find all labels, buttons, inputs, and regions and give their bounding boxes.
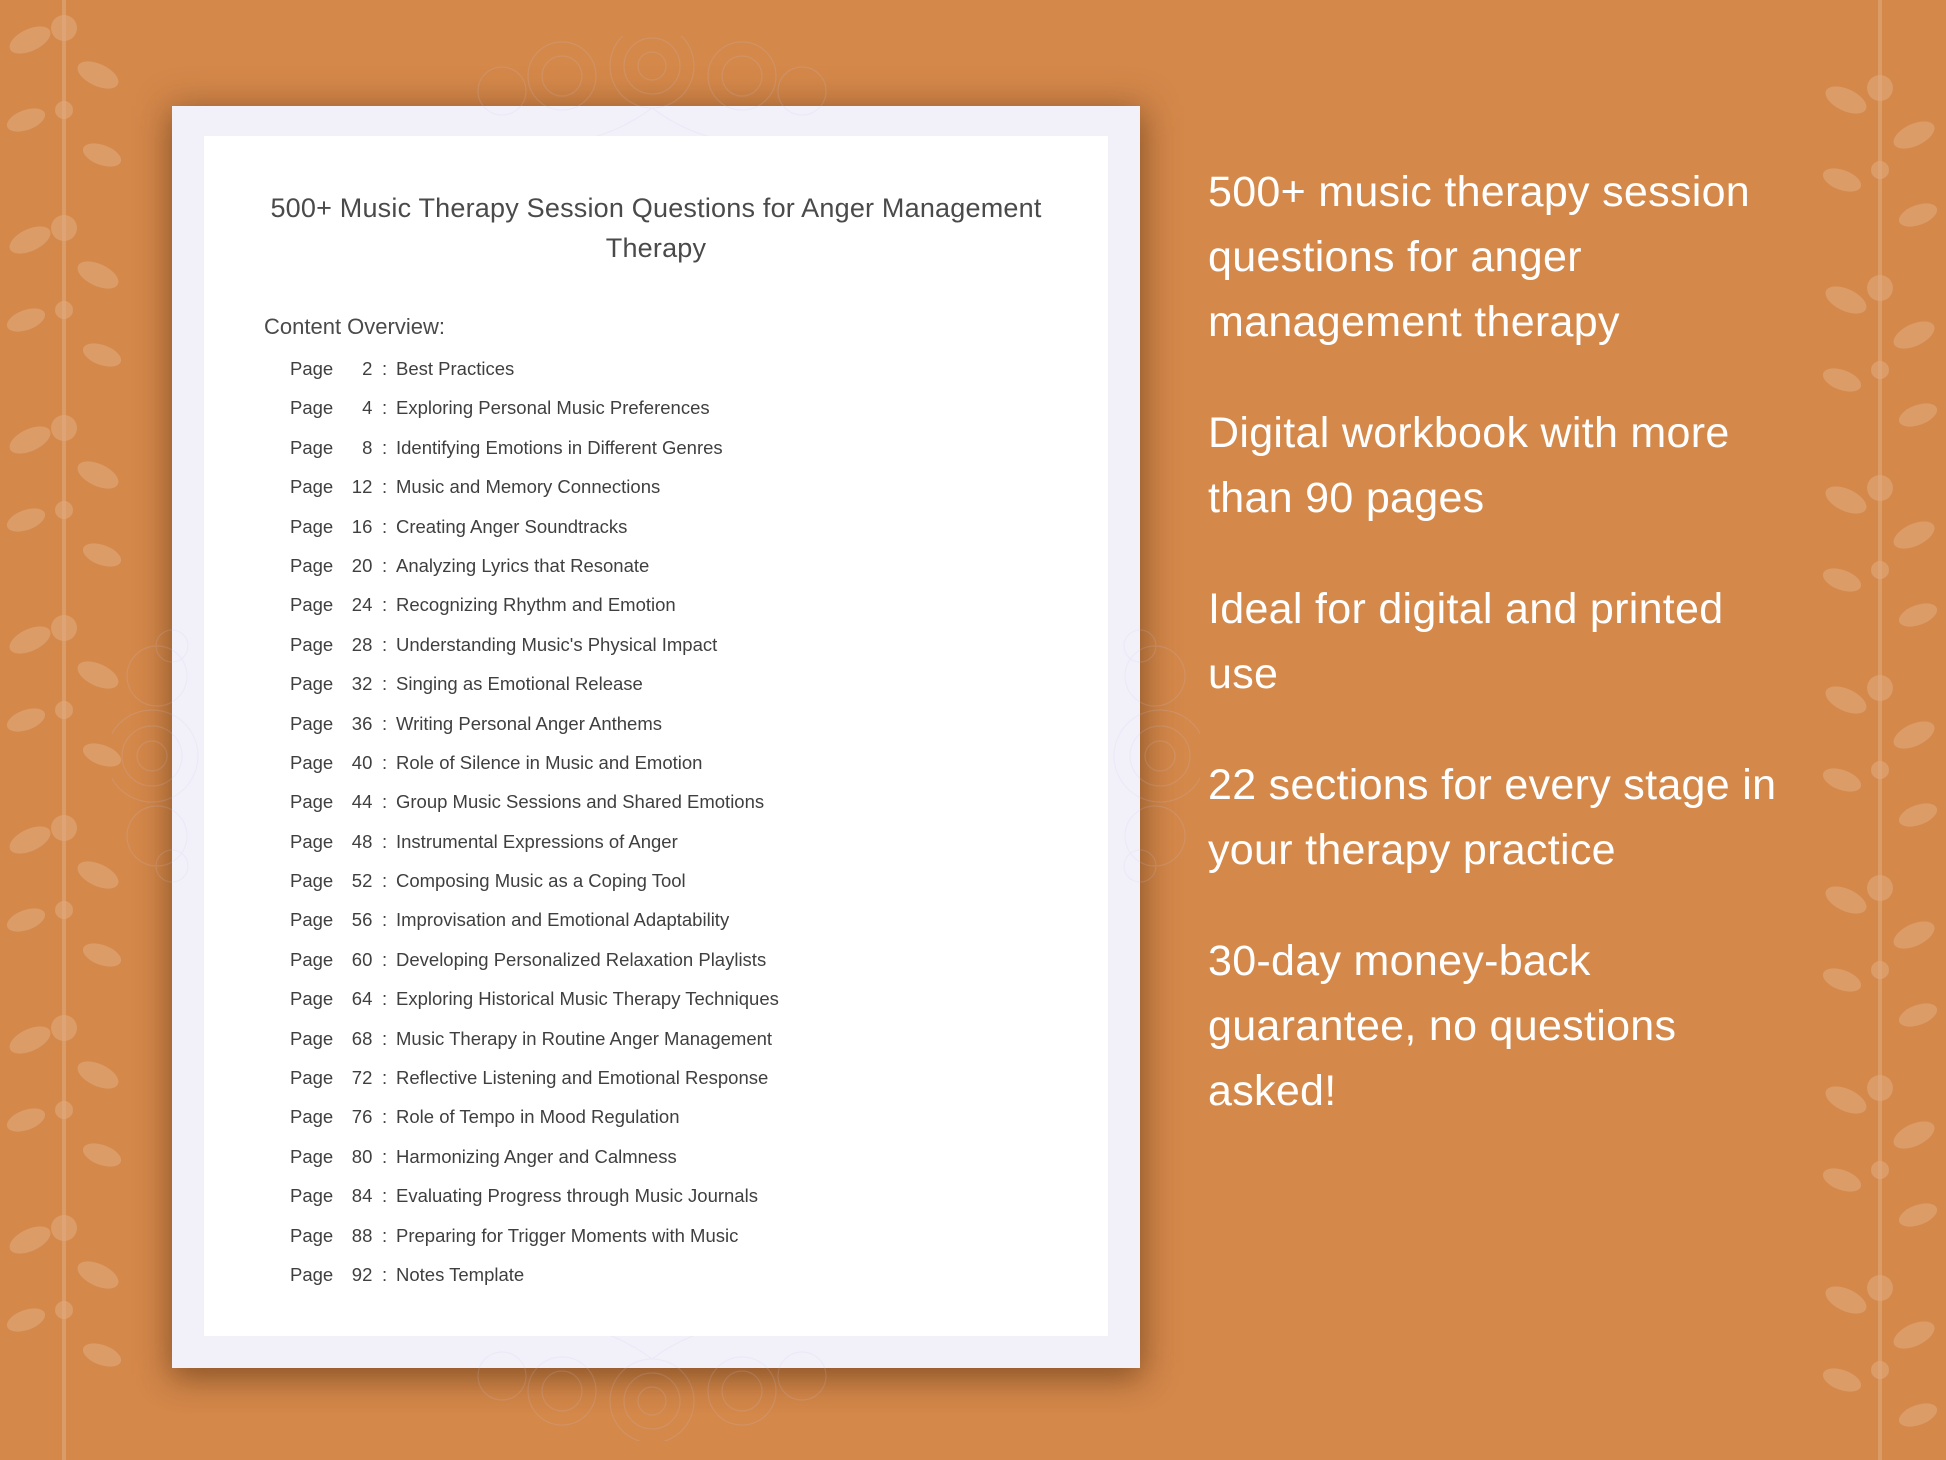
toc-entry-title: Identifying Emotions in Different Genres <box>396 436 723 458</box>
toc-row <box>290 437 1090 476</box>
toc-page-number: Page 16 <box>290 515 373 537</box>
toc-row <box>290 476 1090 515</box>
toc-separator: : <box>382 751 388 773</box>
toc-separator: : <box>382 712 388 734</box>
toc-row <box>290 358 1090 397</box>
toc-separator: : <box>382 594 388 616</box>
toc-row <box>290 397 1090 436</box>
toc-page-number: Page 4 <box>290 397 373 419</box>
toc-separator: : <box>382 988 388 1010</box>
toc-row <box>290 831 1090 870</box>
toc-row <box>290 988 1090 1027</box>
toc-page-number: Page 12 <box>290 476 373 498</box>
toc-entry-title: Best Practices <box>396 358 515 379</box>
toc-entry-title: Analyzing Lyrics that Resonate <box>396 554 650 576</box>
toc-page-number: Page 36 <box>290 712 373 734</box>
toc-row <box>290 949 1090 988</box>
page-content-area <box>204 136 1108 1336</box>
table-of-contents <box>290 358 1090 1303</box>
toc-row <box>290 752 1090 791</box>
toc-entry-title: Role of Tempo in Mood Regulation <box>396 1106 680 1128</box>
toc-entry-title: Evaluating Progress through Music Journals <box>396 1185 758 1207</box>
toc-entry-title: Writing Personal Anger Anthems <box>396 712 662 734</box>
toc-page-number: Page 88 <box>290 1224 373 1246</box>
toc-row <box>290 909 1090 948</box>
toc-entry-title: Composing Music as a Coping Tool <box>396 870 686 892</box>
toc-separator: : <box>382 1067 388 1089</box>
marketing-line: Ideal for digital and printed use <box>1208 585 1724 698</box>
toc-page-number: Page 20 <box>290 554 373 576</box>
toc-page-number: Page 80 <box>290 1145 373 1167</box>
toc-row <box>290 870 1090 909</box>
toc-entry-title: Music and Memory Connections <box>396 476 661 498</box>
toc-entry-title: Music Therapy in Routine Anger Management <box>396 1027 773 1049</box>
marketing-line: 30-day money-back guarantee, no questions asked! <box>1208 937 1677 1115</box>
toc-entry-title: Role of Silence in Music and Emotion <box>396 751 703 773</box>
toc-entry-title: Recognizing Rhythm and Emotion <box>396 594 676 616</box>
toc-entry-title: Exploring Personal Music Preferences <box>396 397 710 419</box>
toc-separator: : <box>382 633 388 655</box>
toc-row <box>290 1028 1090 1067</box>
toc-page-number: Page 56 <box>290 909 373 931</box>
toc-page-number: Page 68 <box>290 1027 373 1049</box>
toc-separator: : <box>382 436 388 458</box>
toc-page-number: Page 64 <box>290 988 373 1010</box>
toc-page-number: Page 48 <box>290 830 373 852</box>
toc-separator: : <box>382 909 388 931</box>
toc-row <box>290 1146 1090 1185</box>
marketing-line: 22 sections for every stage in your therapy practice <box>1208 761 1777 874</box>
toc-row <box>290 1185 1090 1224</box>
toc-entry-title: Creating Anger Soundtracks <box>396 515 628 537</box>
toc-page-number: Page 24 <box>290 594 373 616</box>
toc-row <box>290 1225 1090 1264</box>
toc-separator: : <box>382 791 388 813</box>
toc-entry-title: Reflective Listening and Emotional Response <box>396 1067 769 1089</box>
toc-separator: : <box>382 358 388 379</box>
toc-separator: : <box>382 476 388 498</box>
marketing-line: 500+ music therapy session questions for anger management therapy <box>1208 168 1751 346</box>
toc-separator: : <box>382 1185 388 1207</box>
marketing-copy <box>1208 160 1788 1124</box>
floral-border-left-icon <box>0 0 130 1460</box>
toc-page-number: Page 44 <box>290 791 373 813</box>
toc-row <box>290 1106 1090 1145</box>
toc-separator: : <box>382 830 388 852</box>
toc-entry-title: Group Music Sessions and Shared Emotions <box>396 791 765 813</box>
toc-page-number: Page 28 <box>290 633 373 655</box>
toc-separator: : <box>382 1106 388 1128</box>
content-overview-label: Content Overview: <box>264 314 445 339</box>
toc-separator: : <box>382 1224 388 1246</box>
page-title: 500+ Music Therapy Session Questions for Anger Management Therapy <box>270 193 1042 263</box>
toc-separator: : <box>382 397 388 419</box>
toc-row <box>290 713 1090 752</box>
toc-row <box>290 673 1090 712</box>
toc-entry-title: Developing Personalized Relaxation Playlists <box>396 948 767 970</box>
toc-separator: : <box>382 554 388 576</box>
toc-page-number: Page 84 <box>290 1185 373 1207</box>
toc-separator: : <box>382 1145 388 1167</box>
toc-row <box>290 634 1090 673</box>
toc-entry-title: Exploring Historical Music Therapy Techniques <box>396 988 779 1010</box>
toc-entry-title: Notes Template <box>396 1263 525 1285</box>
toc-row <box>290 791 1090 830</box>
toc-separator: : <box>382 515 388 537</box>
toc-separator: : <box>382 948 388 970</box>
toc-row <box>290 1067 1090 1106</box>
marketing-line: Digital workbook with more than 90 pages <box>1208 409 1730 522</box>
toc-page-number: Page 60 <box>290 948 373 970</box>
toc-row <box>290 594 1090 633</box>
toc-row <box>290 555 1090 594</box>
toc-page-number: Page 2 <box>290 358 373 379</box>
toc-page-number: Page 40 <box>290 751 373 773</box>
toc-separator: : <box>382 1263 388 1285</box>
toc-entry-title: Harmonizing Anger and Calmness <box>396 1145 677 1167</box>
toc-page-number: Page 72 <box>290 1067 373 1089</box>
toc-entry-title: Singing as Emotional Release <box>396 673 643 695</box>
toc-row <box>290 1264 1090 1303</box>
toc-page-number: Page 52 <box>290 870 373 892</box>
floral-border-right-icon <box>1816 0 1946 1460</box>
toc-row <box>290 516 1090 555</box>
toc-entry-title: Improvisation and Emotional Adaptability <box>396 909 730 931</box>
toc-entry-title: Instrumental Expressions of Anger <box>396 830 678 852</box>
toc-separator: : <box>382 870 388 892</box>
toc-page-number: Page 76 <box>290 1106 373 1128</box>
toc-page-number: Page 92 <box>290 1263 373 1285</box>
toc-entry-title: Understanding Music's Physical Impact <box>396 633 718 655</box>
workbook-page <box>172 106 1140 1368</box>
toc-page-number: Page 32 <box>290 673 373 695</box>
toc-entry-title: Preparing for Trigger Moments with Music <box>396 1224 739 1246</box>
toc-page-number: Page 8 <box>290 436 373 458</box>
toc-separator: : <box>382 673 388 695</box>
toc-separator: : <box>382 1027 388 1049</box>
